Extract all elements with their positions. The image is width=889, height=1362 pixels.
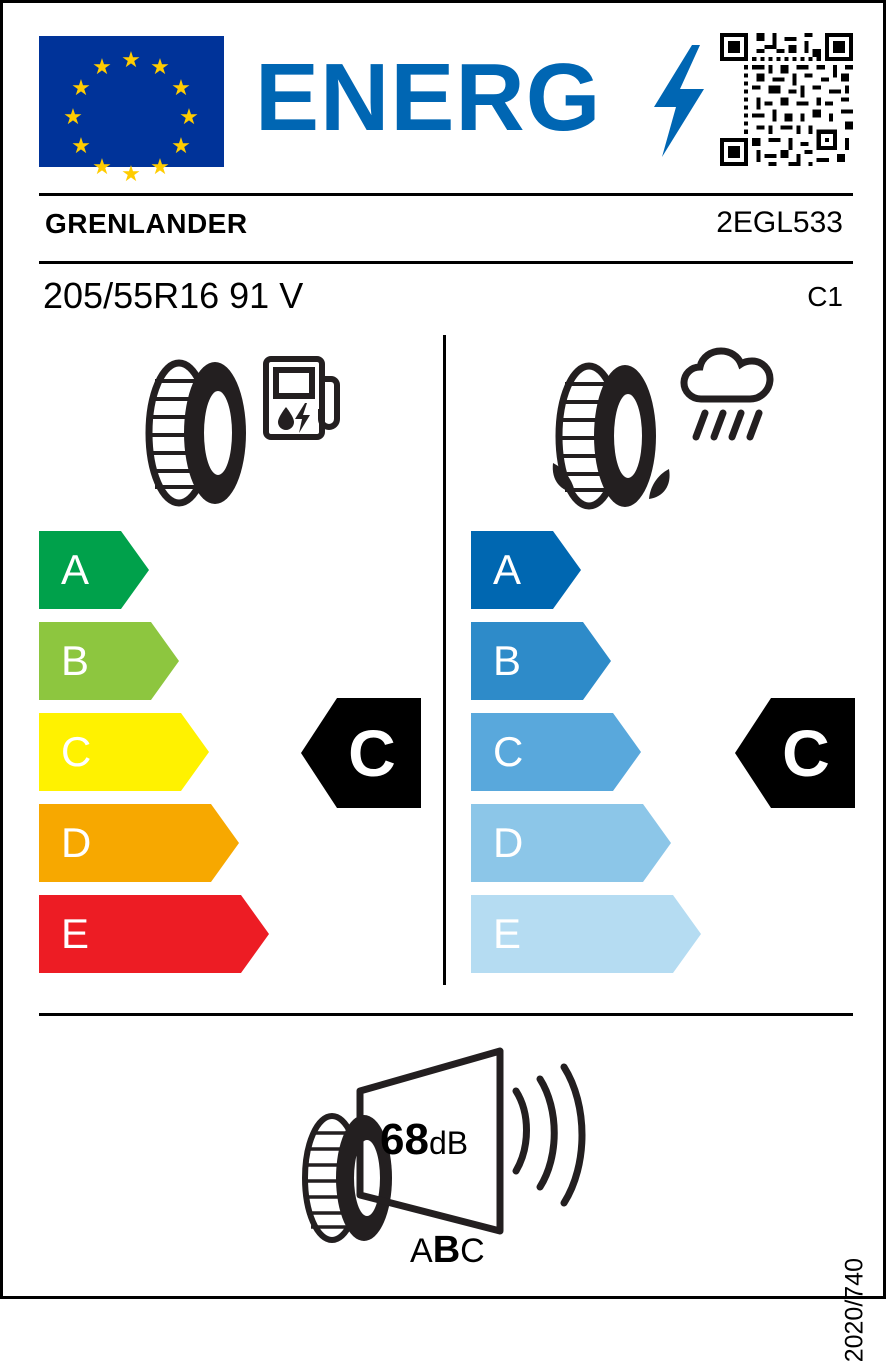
label-header <box>3 3 889 193</box>
wet-grade-b-label: B <box>493 637 522 684</box>
divider-vertical <box>443 335 446 985</box>
fuel-grade-e <box>39 895 379 973</box>
lightning-bolt-icon <box>648 45 708 157</box>
noise-class-group <box>410 1229 485 1272</box>
noise-class-c: C <box>460 1232 485 1270</box>
noise-value-group <box>380 1115 468 1165</box>
wet-grade-d <box>471 804 811 882</box>
wet-grade-e-label: E <box>493 910 522 957</box>
wet-grade-a <box>471 531 811 609</box>
fuel-grade-d-label: D <box>61 819 92 866</box>
divider <box>39 193 853 196</box>
divider <box>39 1013 853 1016</box>
noise-value: 68 <box>380 1115 429 1164</box>
tyre-class: C1 <box>807 281 843 312</box>
regulation-year: 2020/740 <box>840 1258 868 1362</box>
page-title: ENERG <box>255 44 602 151</box>
tire-rain-cloud-icon <box>533 351 798 521</box>
fuel-grade-b-label: B <box>61 637 90 684</box>
qr-code-icon <box>720 33 853 166</box>
wet-grade-a-label: A <box>493 546 522 593</box>
noise-class-a: A <box>410 1232 433 1270</box>
wet-selected-marker <box>735 698 855 808</box>
wet-grade-e <box>471 895 811 973</box>
tire-fuel-pump-icon <box>123 351 338 516</box>
noise-section <box>288 1043 598 1273</box>
fuel-grade-b <box>39 622 379 700</box>
brand-name: GRENLANDER <box>45 208 248 239</box>
wet-grade-c-label: C <box>493 728 524 775</box>
noise-class-b-selected: B <box>432 1229 461 1271</box>
fuel-selected-marker <box>301 698 421 808</box>
tyre-size: 205/55R16 91 V <box>43 275 304 316</box>
fuel-grade-a <box>39 531 379 609</box>
divider <box>39 261 853 264</box>
fuel-selected-grade: C <box>348 716 396 790</box>
noise-unit: dB <box>428 1125 469 1161</box>
wet-grade-d-label: D <box>493 819 524 866</box>
eu-flag-icon: ★ ★ ★ ★ ★ ★ ★ ★ ★ ★ ★ ★ <box>39 36 224 167</box>
fuel-grade-d <box>39 804 379 882</box>
fuel-grade-c-label: C <box>61 728 92 775</box>
fuel-grade-a-label: A <box>61 546 90 593</box>
fuel-grade-e-label: E <box>61 910 90 957</box>
wet-grade-b <box>471 622 811 700</box>
label-code: 2EGL533 <box>716 206 843 239</box>
wet-selected-grade: C <box>782 716 830 790</box>
